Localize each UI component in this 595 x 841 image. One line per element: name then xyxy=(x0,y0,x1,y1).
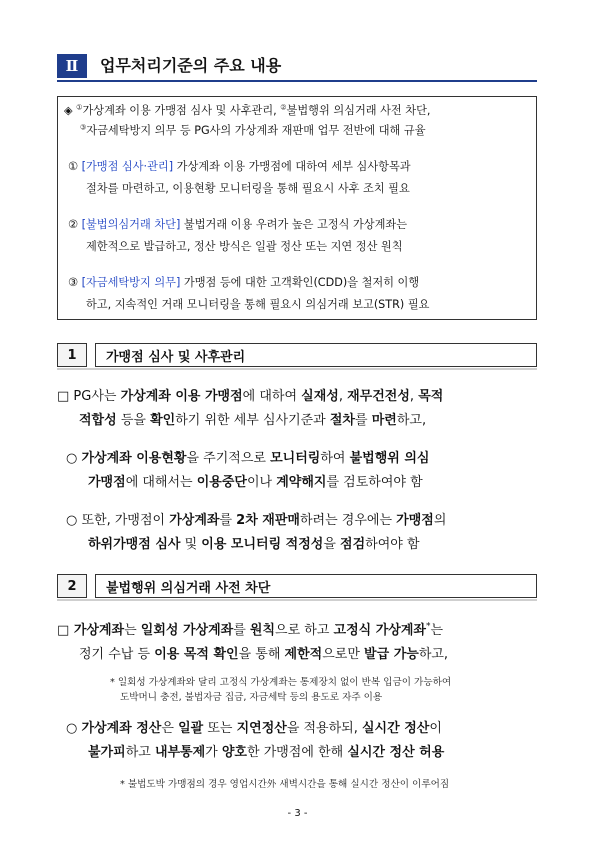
item-text: 불법거래 이용 우려가 높은 고정식 가상계좌는 xyxy=(180,218,408,231)
sec2-para-1: □ 가상계좌는 일회성 가상계좌를 원칙으로 하고 고정식 가상계좌*는 xyxy=(57,621,444,638)
sec1-para-1-cont: 적합성 등을 확인하기 위한 세부 심사기준과 절차를 마련하고, xyxy=(79,413,427,428)
sec1-para-2-cont: 가맹점에 대해서는 이용중단이나 계약해지를 검토하여야 함 xyxy=(88,475,423,490)
summary-text-1: 가상계좌 이용 가맹점 심사 및 사후관리, xyxy=(82,104,281,117)
sec1-para-3: ○ 또한, 가맹점이 가상계좌를 2차 재판매하려는 경우에는 가맹점의 xyxy=(66,513,447,528)
circle-bullet-icon: ○ xyxy=(66,513,78,528)
summary-item-1 xyxy=(68,159,411,175)
summary-item-3 xyxy=(68,275,419,291)
item-tag: [자금세탁방지 의무] xyxy=(81,276,181,289)
page-title: 업무처리기준의 주요 내용 xyxy=(100,56,282,75)
section-2-underline xyxy=(57,599,537,601)
summary-item-2-cont: 제한적으로 발급하고, 정산 방식은 일괄 정산 또는 지연 정산 원칙 xyxy=(86,240,403,253)
item-number: ③ xyxy=(68,276,79,289)
section-roman-numeral: Ⅱ xyxy=(57,54,87,78)
footnote-1-line-2: 도박머니 충전, 불법자금 집금, 자금세탁 등의 용도로 자주 이용 xyxy=(120,692,383,703)
sec2-para-2: ○ 가상계좌 정산은 일괄 또는 지연정산을 적용하되, 실시간 정산이 xyxy=(66,721,442,736)
item-tag: [가맹점 심사·관리] xyxy=(81,160,174,173)
summary-item-3-cont: 하고, 지속적인 거래 모니터링을 통해 필요시 의심거래 보고(STR) 필요 xyxy=(86,298,430,311)
summary-item-1-cont: 절차를 마련하고, 이용현황 모니터링을 통해 필요시 사후 조치 필요 xyxy=(86,182,410,195)
section-2-title: 불법행위 의심거래 사전 차단 xyxy=(95,574,537,598)
sec1-para-3-cont: 하위가맹점 심사 및 이용 모니터링 적정성을 점검하여야 함 xyxy=(88,537,420,552)
item-tag: [불법의심거래 차단] xyxy=(81,218,181,231)
summary-box xyxy=(57,96,537,320)
section-1-underline xyxy=(57,368,537,370)
item-number: ① xyxy=(68,160,79,173)
summary-line-2 xyxy=(80,123,426,139)
square-bullet-icon: □ xyxy=(57,389,70,404)
sec1-para-2: ○ 가상계좌 이용현황을 주기적으로 모니터링하여 불법행위 의심 xyxy=(66,451,430,466)
page-number: - 3 - xyxy=(287,808,308,819)
footnote-2: * 불법도박 가맹점의 경우 영업시간外 새벽시간을 통해 실시간 정산이 이루어짐 xyxy=(120,779,450,790)
sec1-para-1: □ PG사는 가상계좌 이용 가맹점에 대하여 실재성, 재무건전성, 목적 xyxy=(57,389,444,404)
summary-text-3: 자금세탁방지 의무 등 PG사의 가상계좌 재판매 업무 전반에 대해 규율 xyxy=(86,124,426,137)
square-bullet-icon: □ xyxy=(57,623,70,638)
circle-bullet-icon: ○ xyxy=(66,451,78,466)
sup-2: ② xyxy=(280,103,287,112)
section-2-number: 2 xyxy=(57,574,87,598)
sec2-para-1-cont: 정기 수납 등 이용 목적 확인을 통해 제한적으로만 발급 가능하고, xyxy=(79,647,449,662)
item-text: 가맹점 등에 대한 고객확인(CDD)을 철저히 이행 xyxy=(180,276,420,289)
summary-line-1 xyxy=(64,103,430,119)
diamond-bullet-icon: ◈ xyxy=(64,104,73,117)
title-underline xyxy=(57,80,537,82)
item-text: 가상계좌 이용 가맹점에 대하여 세부 심사항목과 xyxy=(173,160,411,173)
circle-bullet-icon: ○ xyxy=(66,721,78,736)
sec2-para-2-cont: 불가피하고 내부통제가 양호한 가맹점에 한해 실시간 정산 허용 xyxy=(88,745,445,760)
section-1-number: 1 xyxy=(57,343,87,367)
footnote-1-line-1: * 일회성 가상계좌와 달리 고정식 가상계좌는 통제장치 없이 반복 입금이 가능하여 xyxy=(110,677,452,688)
section-1-title: 가맹점 심사 및 사후관리 xyxy=(95,343,537,367)
item-number: ② xyxy=(68,218,79,231)
sup-1: ① xyxy=(76,103,83,112)
sup-3: ③ xyxy=(80,123,87,132)
summary-item-2 xyxy=(68,217,407,233)
summary-text-2: 불법행위 의심거래 사전 차단, xyxy=(286,104,431,117)
